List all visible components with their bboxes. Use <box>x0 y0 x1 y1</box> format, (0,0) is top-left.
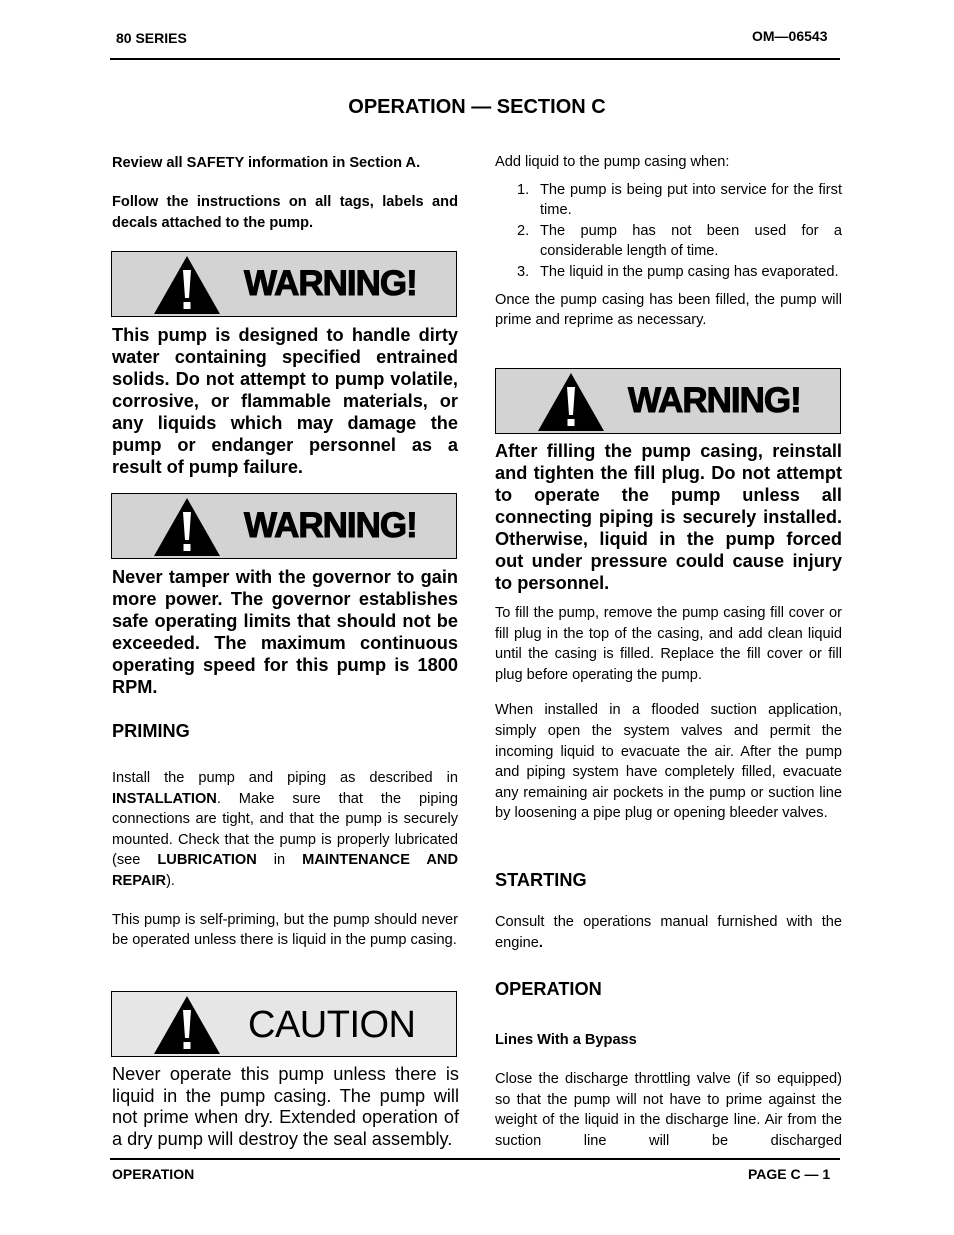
list-item: 3. The liquid in the pump casing has evaporated. <box>517 263 839 280</box>
footer-rule <box>110 1158 840 1160</box>
priming-heading: PRIMING <box>112 721 190 741</box>
caution-label: CAUTION <box>248 1004 416 1046</box>
warning-label: WARNING! <box>244 506 417 545</box>
list-item: 2. The pump has not been used for a considerable length of time. <box>517 222 842 260</box>
priming-body <box>112 768 458 951</box>
warning-label: WARNING! <box>244 264 417 303</box>
starting-body <box>495 912 842 953</box>
warning-banner-1 <box>111 251 457 317</box>
priming-paragraph-1: Install the pump and piping as described in INSTALLATION. Make sure that the piping connections are tight, and that the pump is securely mounted. Check that the pump is properly lubricated (see LUBRICATION in MAINTENANCE AND REPAIR). <box>112 770 458 889</box>
bypass-body <box>495 1069 842 1151</box>
bypass-heading: Lines With a Bypass <box>495 1032 637 1048</box>
warning-banner-2 <box>111 493 457 559</box>
warning-triangle-icon <box>152 254 222 316</box>
right-column-top <box>495 152 842 331</box>
operation-heading: OPERATION <box>495 979 602 999</box>
header-series: 80 SERIES <box>116 30 187 46</box>
footer-page-number: PAGE C — 1 <box>748 1166 831 1182</box>
footer-section: OPERATION <box>112 1166 195 1182</box>
flooded-suction-text: When installed in a flooded suction application, simply open the system valves and permit the incoming liquid to evacuate the air. After the pump and piping system have completely filled, evacuate any remaining air pockets in the pump or suction line by loosening a pipe plug or opening bleeder valves. <box>495 702 842 822</box>
warning-label: WARNING! <box>628 381 801 420</box>
caution-text: Never operate this pump unless there is liquid in the pump casing. The pump will not prime when dry. Extended operation of a dry pump will destroy the seal assembly. <box>112 1064 459 1149</box>
tags-intro: Follow the instructions on all tags, labels and decals attached to the pump. <box>112 193 458 231</box>
left-column <box>112 153 458 234</box>
warning-triangle-icon <box>536 371 606 433</box>
right-column-body <box>495 603 842 824</box>
add-liquid-list <box>495 180 842 283</box>
safety-intro: Review all SAFETY information in Section A. <box>112 155 421 171</box>
starting-heading: STARTING <box>495 870 587 890</box>
list-item: 1. The pump is being put into service for the first time. <box>517 181 842 219</box>
priming-paragraph-2: This pump is self-priming, but the pump should never be operated unless there is liquid in the pump casing. <box>112 911 458 949</box>
caution-triangle-icon <box>152 994 222 1056</box>
header-doc-number: OM—06543 <box>752 28 828 44</box>
warning-text-1: This pump is designed to handle dirty water containing specified entrained solids. Do not attempt to pump volatile, corrosive, or flammable materials, or any liquids which may damage the pump or endanger personnel as a result of pump failure. <box>112 325 458 477</box>
warning-triangle-icon <box>152 496 222 558</box>
warning-text-3: After filling the pump casing, reinstall and tighten the fill plug. Do not attempt to operate the pump unless all connecting piping is securely installed. Otherwise, liquid in the pump forced out under pressure could cause injury to personnel. <box>495 441 842 593</box>
starting-text: Consult the operations manual furnished with the engine. <box>495 914 842 951</box>
add-liquid-intro: Add liquid to the pump casing when: <box>495 154 730 170</box>
warning-text-2: Never tamper with the governor to gain more power. The governor establishes safe operating limits that should not be exceeded. The maximum continuous operating speed for this pump is 1800 RPM. <box>112 567 458 697</box>
header-rule <box>110 58 840 60</box>
section-title: OPERATION — SECTION C <box>348 96 606 118</box>
once-filled-text: Once the pump casing has been filled, the pump will prime and reprime as necessary. <box>495 291 842 329</box>
warning-banner-3 <box>495 368 841 434</box>
caution-banner <box>111 991 457 1057</box>
bypass-text: Close the discharge throttling valve (if so equipped) so that the pump will not have to prime against the weight of the liquid in the discharge line. Air from the suction line will be discharged <box>495 1071 842 1149</box>
fill-instructions: To fill the pump, remove the pump casing fill cover or fill plug in the top of the casing, and add clean liquid until the casing is filled. Replace the fill cover or fill plug before operating the pump. <box>495 605 842 683</box>
